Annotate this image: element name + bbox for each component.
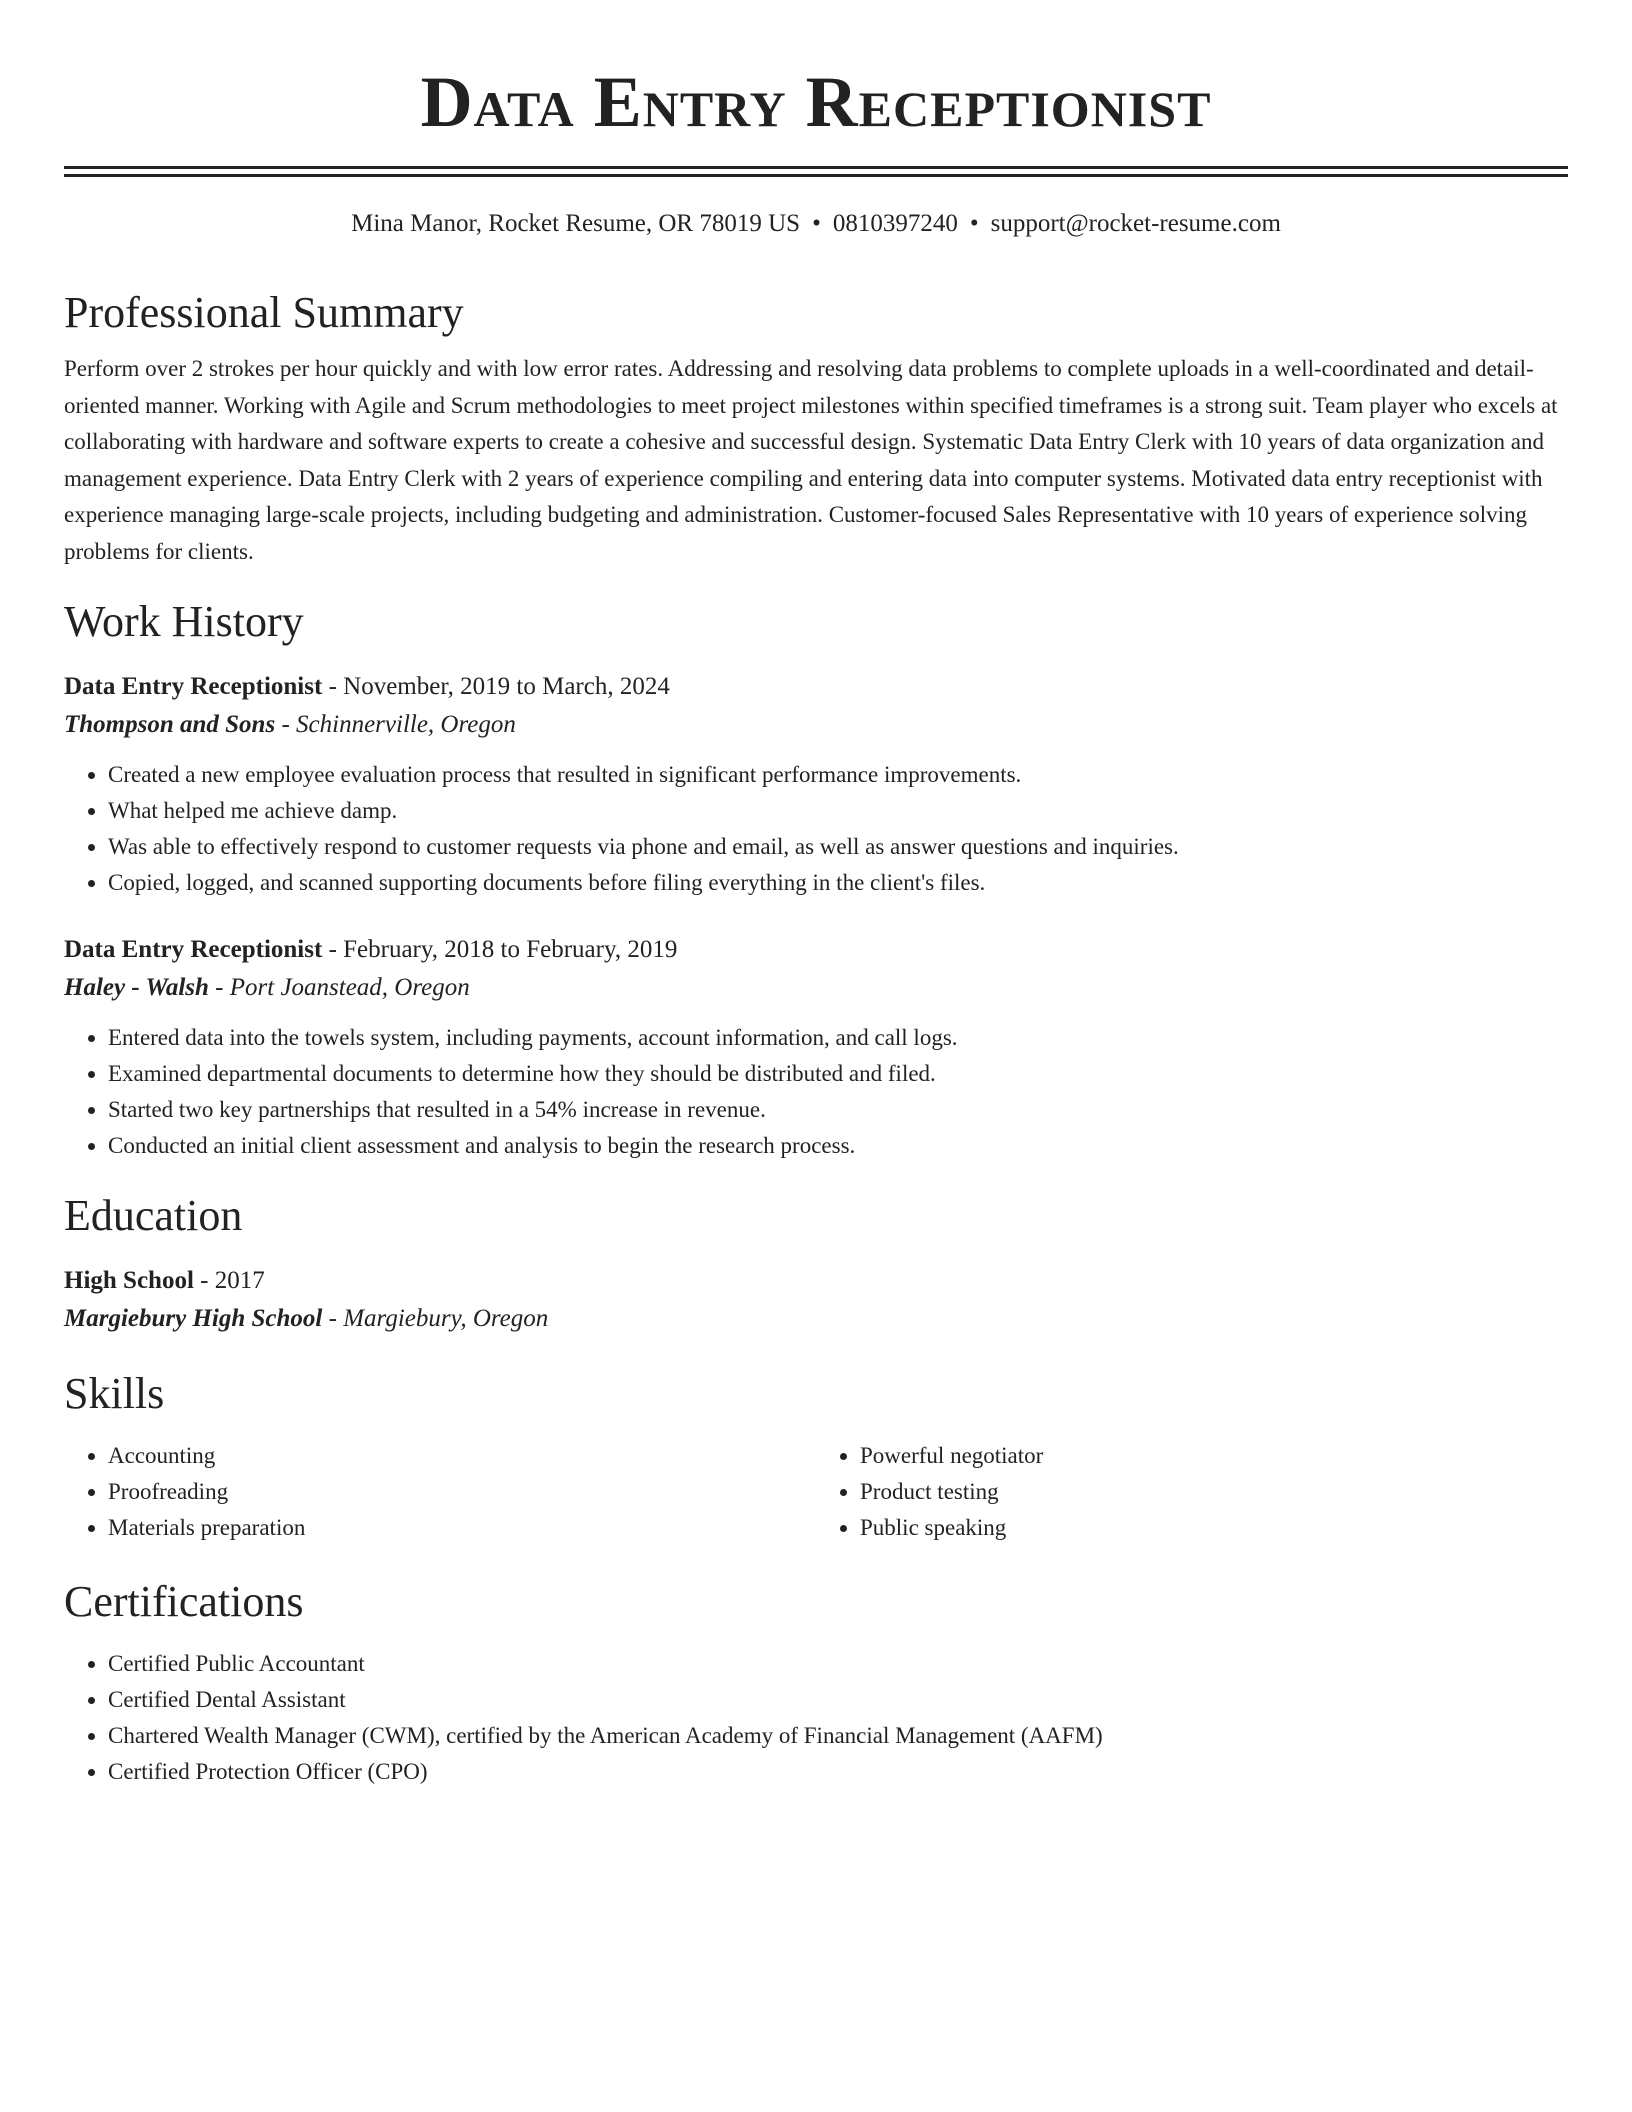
contact-line — [64, 207, 1568, 241]
list-item: • Examined departmental documents to determine how they should be distributed and filed. — [108, 1056, 1568, 1092]
list-item: • Created a new employee evaluation process that resulted in significant performance improvements. — [108, 757, 1568, 793]
skill-item: • Proofreading — [108, 1474, 816, 1510]
job-title: Data Entry Receptionist — [64, 936, 323, 963]
list-item: • Conducted an initial client assessment and analysis to begin the research process. — [108, 1128, 1568, 1164]
job-bullets — [64, 757, 1568, 901]
list-item: • Was able to effectively respond to customer requests via phone and email, as well as answer questions and inquiries. — [108, 829, 1568, 865]
school-name: Margiebury High School — [64, 1305, 323, 1332]
skill-item: • Product testing — [860, 1474, 1568, 1510]
contact-address: Mina Manor, Rocket Resume, OR 78019 US — [351, 210, 801, 237]
job-entry — [64, 668, 1568, 901]
summary-text: Perform over 2 strokes per hour quickly and with low error rates. Addressing and resolving data problems to complete uploads in a well-coordinated and detail-oriented manner. Working with Agile and Scrum methodologies to meet project milestones within specified timeframes is a strong suit. Team player who excels at collaborating with hardware and software experts to create a cohesive and successful design. Systematic Data Entry Clerk with 10 years of data organization and management experience. Data Entry Clerk with 2 years of experience compiling and entering data into computer systems. Motivated data entry receptionist with experience managing large-scale projects, including budgeting and administration. Customer-focused Sales Representative with 10 years of experience solving problems for clients. — [64, 356, 1558, 564]
list-item: • Copied, logged, and scanned supporting documents before filing everything in the client's files. — [108, 865, 1568, 901]
skill-item: • Powerful negotiator — [860, 1438, 1568, 1474]
section-heading-summary: Professional Summary — [64, 288, 464, 337]
education-section — [64, 1190, 1568, 1338]
skills-columns — [64, 1438, 1568, 1546]
certification-item: • Certified Public Accountant — [108, 1646, 1568, 1682]
list-item: • Started two key partnerships that resulted in a 54% increase in revenue. — [108, 1092, 1568, 1128]
skills-list-right — [816, 1438, 1568, 1546]
contact-phone: 0810397240 — [832, 210, 958, 237]
skills-list-left — [64, 1438, 816, 1546]
graduation-year: - 2017 — [193, 1267, 265, 1294]
work-history-section — [64, 596, 1568, 1164]
degree-line — [64, 1262, 1568, 1300]
employer-line — [64, 969, 1568, 1007]
resume-page — [64, 0, 1568, 1790]
education-entry — [64, 1262, 1568, 1338]
certification-item: • Chartered Wealth Manager (CWM), certified by the American Academy of Financial Management (AAFM) — [108, 1718, 1568, 1754]
school-location: - Margiebury, Oregon — [322, 1305, 549, 1332]
skills-section — [64, 1368, 1568, 1546]
school-line — [64, 1300, 1568, 1338]
section-heading-work-history: Work History — [64, 597, 304, 646]
contact-separator: • — [969, 210, 979, 237]
certifications-list — [64, 1646, 1568, 1790]
resume-title: Data Entry Receptionist — [420, 62, 1212, 142]
job-entry — [64, 931, 1568, 1164]
job-dates: - November, 2019 to March, 2024 — [322, 673, 670, 700]
title-double-rule — [64, 166, 1568, 177]
certification-item: • Certified Dental Assistant — [108, 1682, 1568, 1718]
certifications-section — [64, 1576, 1568, 1790]
employer-name: Thompson and Sons — [64, 711, 276, 738]
list-item: • Entered data into the towels system, including payments, account information, and call logs. — [108, 1020, 1568, 1056]
job-title-line — [64, 931, 1568, 969]
section-heading-certifications: Certifications — [64, 1577, 304, 1626]
list-item: • What helped me achieve damp. — [108, 793, 1568, 829]
job-bullets — [64, 1020, 1568, 1164]
job-dates: - February, 2018 to February, 2019 — [322, 936, 678, 963]
certification-item: • Certified Protection Officer (CPO) — [108, 1754, 1568, 1790]
skill-item: • Public speaking — [860, 1510, 1568, 1546]
degree: High School — [64, 1267, 194, 1294]
job-title-line — [64, 668, 1568, 706]
skill-item: • Materials preparation — [108, 1510, 816, 1546]
skill-item: • Accounting — [108, 1438, 816, 1474]
job-title: Data Entry Receptionist — [64, 673, 323, 700]
employer-location: - Port Joanstead, Oregon — [208, 974, 470, 1001]
employer-name: Haley - Walsh — [64, 974, 209, 1001]
employer-line — [64, 706, 1568, 744]
summary-section — [64, 287, 1568, 570]
section-heading-skills: Skills — [64, 1369, 165, 1418]
contact-email: support@rocket-resume.com — [990, 210, 1281, 237]
contact-separator: • — [812, 210, 821, 237]
employer-location: - Schinnerville, Oregon — [275, 711, 516, 738]
section-heading-education: Education — [64, 1191, 243, 1240]
